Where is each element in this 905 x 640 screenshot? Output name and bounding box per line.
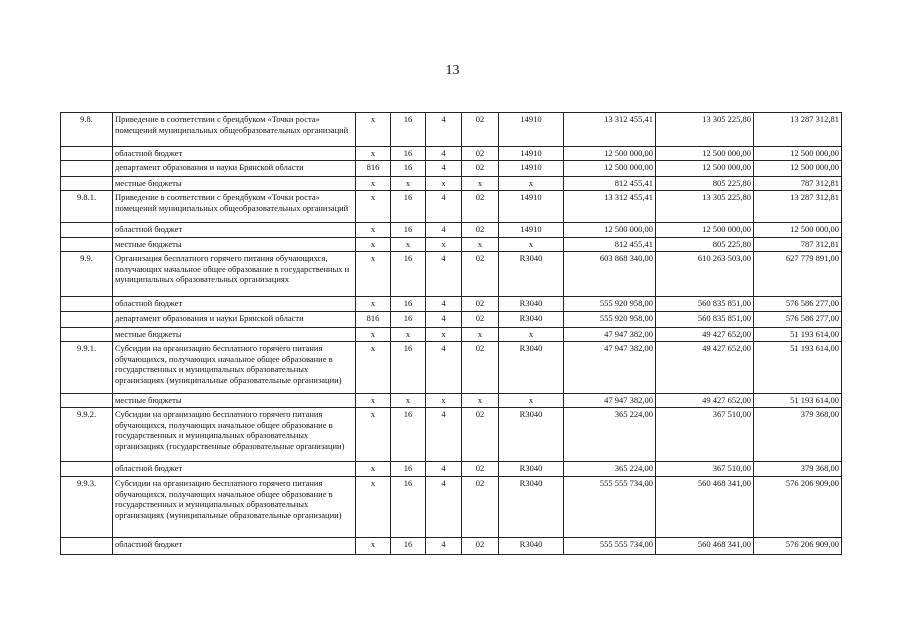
row-name: областной бюджет xyxy=(113,147,356,161)
amount-year-1: 365 224,00 xyxy=(564,462,656,477)
table-row xyxy=(61,191,842,223)
amount-year-2: 560 468 341,00 xyxy=(656,477,754,538)
amount-year-3: 51 193 614,00 xyxy=(754,328,842,342)
table-row xyxy=(61,462,842,477)
table-row xyxy=(61,394,842,408)
code-gp: x xyxy=(391,177,426,191)
amount-year-2: 610 263 503,00 xyxy=(656,252,754,297)
code-direction: x xyxy=(499,394,564,408)
row-number xyxy=(61,177,113,191)
code-grbs: x xyxy=(356,328,391,342)
amount-year-3: 379 368,00 xyxy=(754,462,842,477)
amount-year-2: 13 305 225,80 xyxy=(656,191,754,223)
code-om: 02 xyxy=(462,312,499,328)
amount-year-1: 12 500 000,00 xyxy=(564,223,656,238)
amount-year-2: 49 427 652,00 xyxy=(656,342,754,394)
row-number: 9.8.1. xyxy=(61,191,113,223)
row-name: местные бюджеты xyxy=(113,328,356,342)
code-om: 02 xyxy=(462,477,499,538)
code-pgp: x xyxy=(426,238,462,252)
amount-year-1: 555 920 958,00 xyxy=(564,312,656,328)
table-row xyxy=(61,223,842,238)
table-row xyxy=(61,538,842,555)
code-om: 02 xyxy=(462,252,499,297)
code-om: 02 xyxy=(462,161,499,177)
amount-year-3: 576 206 909,00 xyxy=(754,477,842,538)
code-direction: R3040 xyxy=(499,538,564,555)
code-direction: 14910 xyxy=(499,191,564,223)
code-pgp: x xyxy=(426,177,462,191)
amount-year-1: 47 947 382,00 xyxy=(564,328,656,342)
budget-table xyxy=(60,112,842,555)
code-grbs: x xyxy=(356,477,391,538)
code-gp: x xyxy=(391,328,426,342)
amount-year-1: 12 500 000,00 xyxy=(564,161,656,177)
amount-year-2: 12 500 000,00 xyxy=(656,161,754,177)
code-om: x xyxy=(462,328,499,342)
code-pgp: 4 xyxy=(426,477,462,538)
amount-year-3: 627 779 891,00 xyxy=(754,252,842,297)
amount-year-3: 51 193 614,00 xyxy=(754,342,842,394)
amount-year-1: 47 947 382,00 xyxy=(564,342,656,394)
table-row xyxy=(61,328,842,342)
code-grbs: x xyxy=(356,177,391,191)
amount-year-2: 13 305 225,80 xyxy=(656,113,754,147)
table-row xyxy=(61,252,842,297)
code-om: 02 xyxy=(462,297,499,312)
table-row xyxy=(61,408,842,462)
row-number: 9.9.3. xyxy=(61,477,113,538)
row-number xyxy=(61,462,113,477)
amount-year-3: 12 500 000,00 xyxy=(754,223,842,238)
code-gp: 16 xyxy=(391,312,426,328)
amount-year-1: 812 455,41 xyxy=(564,238,656,252)
code-om: 02 xyxy=(462,462,499,477)
amount-year-1: 365 224,00 xyxy=(564,408,656,462)
code-om: x xyxy=(462,238,499,252)
code-gp: x xyxy=(391,394,426,408)
code-pgp: 4 xyxy=(426,462,462,477)
code-pgp: 4 xyxy=(426,223,462,238)
code-gp: 16 xyxy=(391,462,426,477)
row-number xyxy=(61,394,113,408)
code-direction: R3040 xyxy=(499,477,564,538)
table-row xyxy=(61,177,842,191)
amount-year-2: 805 225,80 xyxy=(656,238,754,252)
row-name: департамент образования и науки Брянской области xyxy=(113,312,356,328)
amount-year-1: 13 312 455,41 xyxy=(564,113,656,147)
amount-year-1: 13 312 455,41 xyxy=(564,191,656,223)
row-name: областной бюджет xyxy=(113,538,356,555)
row-name: Приведение в соответствии с брендбуком «Точки роста» помещений муниципальных общеобразовательных организаций xyxy=(113,113,356,147)
amount-year-3: 51 193 614,00 xyxy=(754,394,842,408)
code-direction: 14910 xyxy=(499,223,564,238)
code-gp: 16 xyxy=(391,223,426,238)
code-direction: R3040 xyxy=(499,342,564,394)
row-number xyxy=(61,297,113,312)
row-name: местные бюджеты xyxy=(113,394,356,408)
code-grbs: x xyxy=(356,462,391,477)
row-name: областной бюджет xyxy=(113,462,356,477)
code-gp: 16 xyxy=(391,477,426,538)
row-number xyxy=(61,328,113,342)
code-gp: 16 xyxy=(391,408,426,462)
code-grbs: x xyxy=(356,223,391,238)
code-grbs: x xyxy=(356,252,391,297)
amount-year-3: 13 287 312,81 xyxy=(754,113,842,147)
code-om: 02 xyxy=(462,538,499,555)
code-gp: 16 xyxy=(391,113,426,147)
code-om: 02 xyxy=(462,147,499,161)
amount-year-3: 576 206 909,00 xyxy=(754,538,842,555)
amount-year-2: 560 835 851,00 xyxy=(656,312,754,328)
code-pgp: x xyxy=(426,394,462,408)
code-gp: 16 xyxy=(391,252,426,297)
table-row xyxy=(61,342,842,394)
code-direction: x xyxy=(499,238,564,252)
code-gp: 16 xyxy=(391,147,426,161)
code-om: x xyxy=(462,394,499,408)
code-direction: x xyxy=(499,177,564,191)
amount-year-1: 555 555 734,00 xyxy=(564,538,656,555)
code-pgp: 4 xyxy=(426,297,462,312)
row-number: 9.9. xyxy=(61,252,113,297)
amount-year-2: 49 427 652,00 xyxy=(656,394,754,408)
amount-year-3: 12 500 000,00 xyxy=(754,147,842,161)
code-direction: 14910 xyxy=(499,113,564,147)
amount-year-2: 12 500 000,00 xyxy=(656,223,754,238)
code-pgp: 4 xyxy=(426,342,462,394)
code-om: x xyxy=(462,177,499,191)
amount-year-2: 12 500 000,00 xyxy=(656,147,754,161)
code-gp: 16 xyxy=(391,342,426,394)
row-name: местные бюджеты xyxy=(113,238,356,252)
row-number xyxy=(61,312,113,328)
table-row xyxy=(61,312,842,328)
table-row xyxy=(61,477,842,538)
code-om: 02 xyxy=(462,191,499,223)
amount-year-2: 560 835 851,00 xyxy=(656,297,754,312)
code-pgp: 4 xyxy=(426,252,462,297)
code-pgp: 4 xyxy=(426,161,462,177)
table-row xyxy=(61,161,842,177)
row-number: 9.9.1. xyxy=(61,342,113,394)
table-row xyxy=(61,297,842,312)
code-direction: R3040 xyxy=(499,297,564,312)
row-name: областной бюджет xyxy=(113,223,356,238)
row-name: областной бюджет xyxy=(113,297,356,312)
amount-year-1: 555 555 734,00 xyxy=(564,477,656,538)
code-om: 02 xyxy=(462,113,499,147)
code-direction: x xyxy=(499,328,564,342)
code-pgp: 4 xyxy=(426,147,462,161)
code-gp: x xyxy=(391,238,426,252)
code-direction: R3040 xyxy=(499,462,564,477)
code-direction: 14910 xyxy=(499,147,564,161)
amount-year-2: 805 225,80 xyxy=(656,177,754,191)
row-number xyxy=(61,238,113,252)
amount-year-1: 603 868 340,00 xyxy=(564,252,656,297)
amount-year-2: 367 510,00 xyxy=(656,462,754,477)
code-direction: R3040 xyxy=(499,408,564,462)
amount-year-3: 12 500 000,00 xyxy=(754,161,842,177)
code-direction: R3040 xyxy=(499,252,564,297)
code-grbs: x xyxy=(356,113,391,147)
row-number xyxy=(61,147,113,161)
amount-year-1: 47 947 382,00 xyxy=(564,394,656,408)
row-name: Субсидии на организацию бесплатного горячего питания обучающихся, получающих начальное общее образование в государственных и муниципальных образовательных организациях (муниципальные образовательные организации) xyxy=(113,477,356,538)
code-om: 02 xyxy=(462,223,499,238)
row-name: Субсидии на организацию бесплатного горячего питания обучающихся, получающих начальное общее образование в государственных и муниципальных образовательных организациях (муниципальные образовательные организации) xyxy=(113,342,356,394)
table-row xyxy=(61,238,842,252)
amount-year-2: 560 468 341,00 xyxy=(656,538,754,555)
row-name: департамент образования и науки Брянской области xyxy=(113,161,356,177)
row-name: местные бюджеты xyxy=(113,177,356,191)
code-pgp: 4 xyxy=(426,191,462,223)
amount-year-1: 12 500 000,00 xyxy=(564,147,656,161)
amount-year-3: 13 287 312,81 xyxy=(754,191,842,223)
code-pgp: 4 xyxy=(426,312,462,328)
amount-year-1: 555 920 958,00 xyxy=(564,297,656,312)
row-number xyxy=(61,161,113,177)
amount-year-2: 49 427 652,00 xyxy=(656,328,754,342)
code-om: 02 xyxy=(462,342,499,394)
code-grbs: x xyxy=(356,408,391,462)
code-grbs: x xyxy=(356,538,391,555)
code-grbs: 816 xyxy=(356,161,391,177)
amount-year-3: 576 586 277,00 xyxy=(754,297,842,312)
code-om: 02 xyxy=(462,408,499,462)
amount-year-1: 812 455,41 xyxy=(564,177,656,191)
amount-year-3: 787 312,81 xyxy=(754,238,842,252)
code-gp: 16 xyxy=(391,297,426,312)
amount-year-3: 576 586 277,00 xyxy=(754,312,842,328)
code-pgp: 4 xyxy=(426,113,462,147)
code-grbs: x xyxy=(356,342,391,394)
code-grbs: x xyxy=(356,297,391,312)
code-grbs: x xyxy=(356,238,391,252)
row-number xyxy=(61,223,113,238)
table-body xyxy=(61,113,842,555)
code-direction: R3040 xyxy=(499,312,564,328)
code-gp: 16 xyxy=(391,161,426,177)
amount-year-3: 787 312,81 xyxy=(754,177,842,191)
row-name: Субсидии на организацию бесплатного горячего питания обучающихся, получающих начальное общее образование в государственных и муниципальных образовательных организациях (государственные образовательные организации) xyxy=(113,408,356,462)
code-gp: 16 xyxy=(391,191,426,223)
table-row xyxy=(61,147,842,161)
amount-year-2: 367 510,00 xyxy=(656,408,754,462)
code-grbs: x xyxy=(356,191,391,223)
row-number xyxy=(61,538,113,555)
row-name: Организация бесплатного горячего питания обучающихся, получающих начальное общее образование в государственных и муниципальных образовательных организациях xyxy=(113,252,356,297)
code-gp: 16 xyxy=(391,538,426,555)
code-direction: 14910 xyxy=(499,161,564,177)
code-grbs: 816 xyxy=(356,312,391,328)
code-grbs: x xyxy=(356,394,391,408)
code-pgp: 4 xyxy=(426,538,462,555)
page-number: 13 xyxy=(445,63,460,78)
code-pgp: x xyxy=(426,328,462,342)
row-number: 9.9.2. xyxy=(61,408,113,462)
row-name: Приведение в соответствии с брендбуком «Точки роста» помещений муниципальных общеобразовательных организаций xyxy=(113,191,356,223)
table-row xyxy=(61,113,842,147)
code-pgp: 4 xyxy=(426,408,462,462)
code-grbs: x xyxy=(356,147,391,161)
amount-year-3: 379 368,00 xyxy=(754,408,842,462)
row-number: 9.8. xyxy=(61,113,113,147)
